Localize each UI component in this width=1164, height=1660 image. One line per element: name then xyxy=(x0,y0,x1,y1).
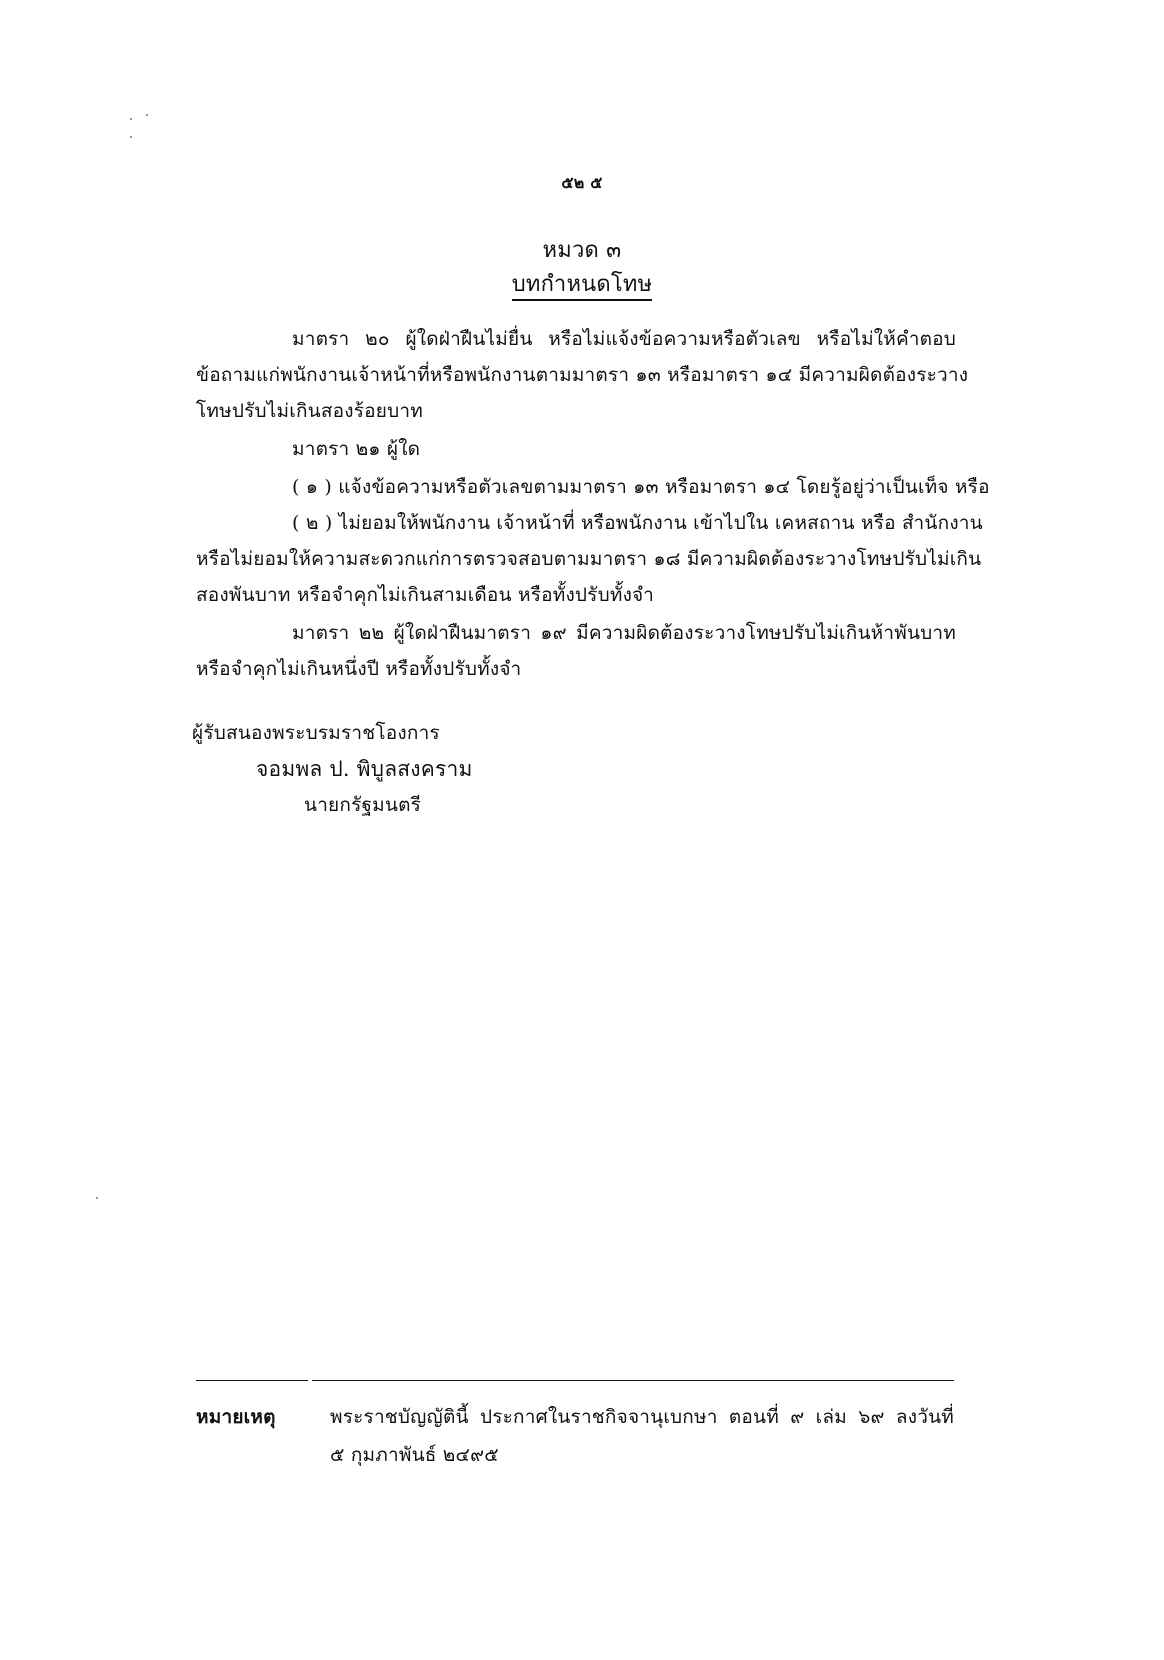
countersign-text: ผู้รับสนองพระบรมราชโองการ xyxy=(192,722,440,744)
footnote-rule-left xyxy=(196,1380,308,1381)
signatory-position: นายกรัฐมนตรี xyxy=(304,794,422,816)
signatory-name: จอมพล ป. พิบูลสงคราม xyxy=(256,757,473,781)
footnote-rule-right xyxy=(312,1380,954,1381)
section-21-item-2: ( ๒ ) ไม่ยอมให้พนักงาน เจ้าหน้าที่ หรือพนักงาน เข้าไปใน เคหสถาน หรือ สำนักงาน xyxy=(292,512,983,534)
chapter-subtitle xyxy=(0,272,1164,298)
section-21-heading: มาตรา ๒๑ ผู้ใด xyxy=(292,438,421,460)
scan-speck xyxy=(146,114,148,116)
section-22-line-2: หรือจำคุกไม่เกินหนึ่งปี หรือทั้งปรับทั้งจำ xyxy=(196,658,522,680)
section-21-item-2-cont-1: หรือไม่ยอมให้ความสะดวกแก่การตรวจสอบตามมาตรา ๑๘ มีความผิดต้องระวางโทษปรับไม่เกิน xyxy=(196,548,982,570)
footnote-line-1: พระราชบัญญัตินี้ ประกาศในราชกิจจานุเบกษา ตอนที่ ๙ เล่ม ๖๙ ลงวันที่ xyxy=(330,1406,954,1428)
section-20-line-1: มาตรา ๒๐ ผู้ใดฝ่าฝืนไม่ยื่น หรือไม่แจ้งข้อความหรือตัวเลข หรือไม่ให้คำตอบ xyxy=(292,328,956,350)
section-22-line-1: มาตรา ๒๒ ผู้ใดฝ่าฝืนมาตรา ๑๙ มีความผิดต้องระวางโทษปรับไม่เกินห้าพันบาท xyxy=(292,622,956,644)
section-21-item-2-cont-2: สองพันบาท หรือจำคุกไม่เกินสามเดือน หรือทั้งปรับทั้งจำ xyxy=(196,584,655,606)
section-20-line-2: ข้อถามแก่พนักงานเจ้าหน้าที่หรือพนักงานตามมาตรา ๑๓ หรือมาตรา ๑๔ มีความผิดต้องระวาง xyxy=(196,364,969,386)
scan-speck xyxy=(130,118,132,120)
chapter-title: หมวด ๓ xyxy=(542,238,622,263)
scan-speck xyxy=(96,1197,98,1199)
section-21-item-1: ( ๑ ) แจ้งข้อความหรือตัวเลขตามมาตรา ๑๓ หรือมาตรา ๑๔ โดยรู้อยู่ว่าเป็นเท็จ หรือ xyxy=(292,476,990,498)
scan-speck xyxy=(130,136,132,138)
footnote-line-2: ๕ กุมภาพันธ์ ๒๔๙๕ xyxy=(330,1444,499,1466)
chapter-subtitle-text: บทกำหนดโทษ xyxy=(512,272,653,301)
page-number: ๕๒ ๕ xyxy=(561,173,603,192)
section-20-line-3: โทษปรับไม่เกินสองร้อยบาท xyxy=(196,400,423,422)
footnote-label: หมายเหตุ xyxy=(196,1406,276,1428)
